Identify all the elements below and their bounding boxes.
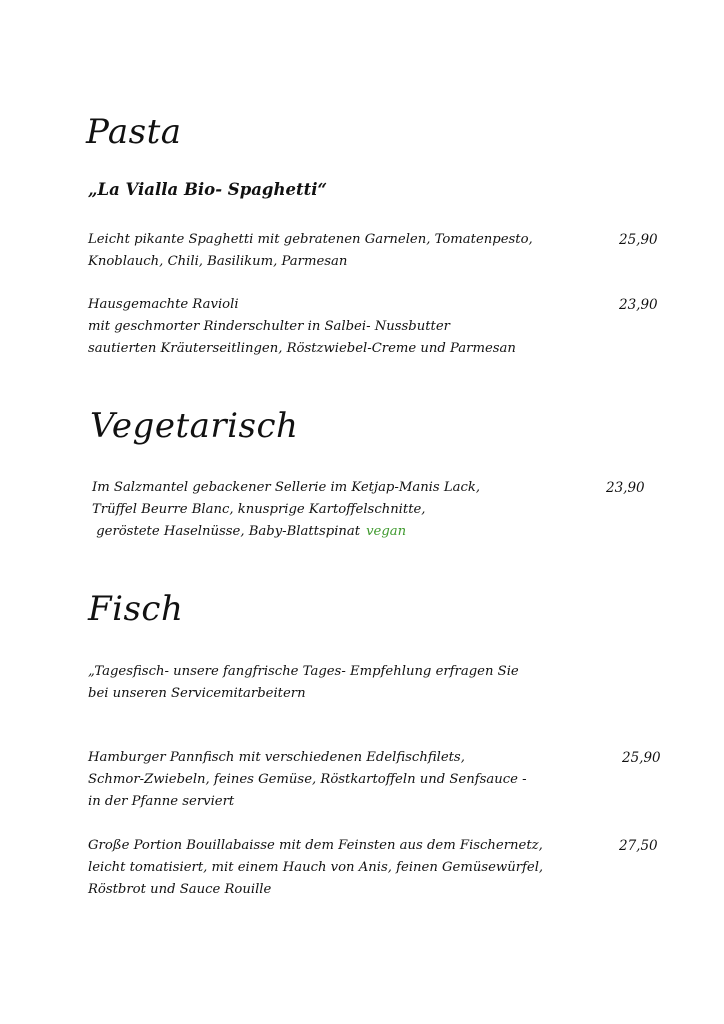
menu-item-line: in der Pfanne serviert: [88, 794, 235, 809]
menu-item-line: [92, 521, 480, 543]
menu-item-line: Hamburger Pannfisch mit verschiedenen Edelfischfilets,: [88, 750, 465, 765]
menu-item-pannfisch: [88, 747, 527, 813]
note-line: bei unseren Servicemitarbeitern: [88, 686, 306, 701]
note-line: „Tagesfisch- unsere fangfrische Tages- Empfehlung erfragen Sie: [88, 664, 519, 679]
menu-item-line: Im Salzmantel gebackener Sellerie im Ketjap-Manis Lack,: [92, 480, 481, 495]
menu-item-line: leicht tomatisiert, mit einem Hauch von Anis, feinen Gemüsewürfel,: [88, 860, 544, 875]
menu-item-bouillabaisse: [88, 835, 543, 901]
menu-item-line: Leicht pikante Spaghetti mit gebratenen Garnelen, Tomatenpesto,: [88, 232, 533, 247]
menu-item-line: mit geschmorter Rinderschulter in Salbei- Nussbutter: [88, 319, 450, 334]
price-bouillabaisse: 27,50: [619, 838, 658, 854]
menu-item-line: Knoblauch, Chili, Basilikum, Parmesan: [88, 254, 348, 269]
price-sellerie: 23,90: [606, 480, 645, 496]
section-title-pasta: Pasta: [86, 112, 182, 152]
menu-item-line: sautierten Kräuterseitlingen, Röstzwiebel-Creme und Parmesan: [88, 341, 516, 356]
menu-item-ravioli: [88, 294, 516, 360]
menu-item-line: Röstbrot und Sauce Rouille: [88, 882, 272, 897]
menu-item-line: Große Portion Bouillabaisse mit dem Feinsten aus dem Fischernetz,: [88, 838, 543, 853]
price-pannfisch: 25,90: [622, 750, 661, 766]
menu-item-sellerie: [92, 477, 480, 543]
price-spaghetti: 25,90: [619, 232, 658, 248]
section-title-vegetarisch: Vegetarisch: [90, 406, 299, 446]
pasta-subtitle: „La Vialla Bio- Spaghetti“: [88, 180, 327, 199]
menu-item-line: Trüffel Beurre Blanc, knusprige Kartoffelschnitte,: [92, 502, 426, 517]
menu-item-spaghetti: [88, 229, 533, 273]
vegan-tag: vegan: [366, 524, 407, 539]
menu-item-line: Hausgemachte Ravioli: [88, 297, 239, 312]
price-ravioli: 23,90: [619, 297, 658, 313]
menu-item-text: geröstete Haselnüsse, Baby-Blattspinat: [92, 524, 361, 539]
section-title-fisch: Fisch: [88, 589, 184, 629]
tagesfisch-note: [88, 661, 519, 705]
menu-item-line: Schmor-Zwiebeln, feines Gemüse, Röstkartoffeln und Senfsauce -: [88, 772, 527, 787]
